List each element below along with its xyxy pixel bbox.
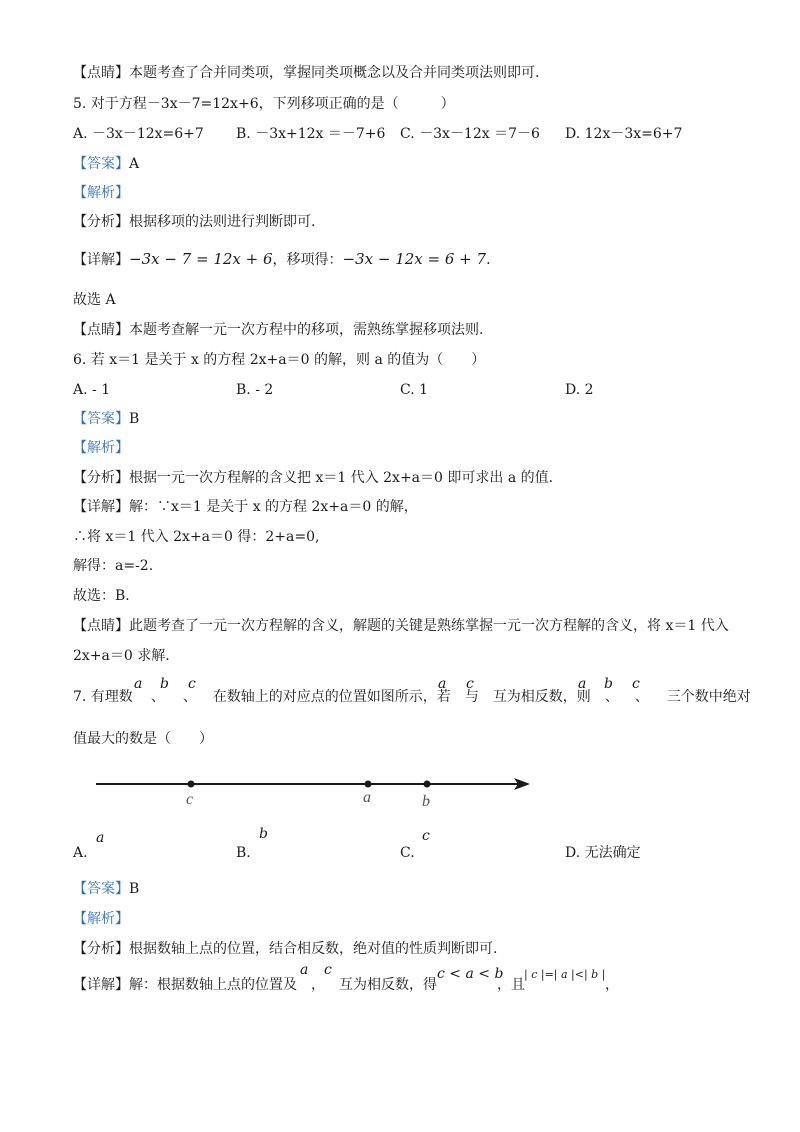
label-a: a [363,789,371,806]
answer-value: A [129,156,140,172]
xiangjie-text: 解：∵x＝1 是关于 x 的方程 2x+a＝0 的解， [129,499,418,515]
absolute-value-relation: | c |=| a |<| b | [524,968,606,981]
xiangjie-tag: 【详解】 [73,252,129,268]
dianjing-6-continued: 2x+a＝0 求解. [73,648,170,664]
step-6-3: 故选：B． [73,588,140,604]
point-b [424,781,431,788]
xiangjie-text-3: ，且 [497,977,525,993]
point-a [365,781,372,788]
equation-original: −3x − 7 = 12x + 6 [129,250,273,268]
answer-tag: 【答案】 [73,411,129,427]
answer-value: B [129,881,140,897]
answer-7 [73,880,139,898]
dianjing-tag: 【点睛】 [73,618,129,634]
xiangjie-text: 解：根据数轴上点的位置及 [129,977,297,993]
answer-tag: 【答案】 [73,881,129,897]
q6-option-c: C. 1 [400,382,429,398]
jiexi-7 [73,910,129,928]
fenxi-text: 根据移项的法则进行判断即可. [129,214,316,230]
point-c [188,781,195,788]
q7-option-c-var: c [422,828,430,844]
xiangjie-6 [73,498,418,516]
q7-text-1: 7. 有理数 [73,689,133,705]
var-b: b [160,676,169,692]
inequality-c-a-b: c < a < b [437,966,504,982]
dianjing-5 [73,321,483,339]
q7-sep: 、 [604,689,619,705]
label-b: b [422,793,430,810]
step-6-2: 解得：a=-2. [73,558,154,574]
var-a: a [134,676,143,692]
q7-sep: 、 [182,689,197,705]
xiangjie-tag: 【详解】 [73,977,129,993]
q7-text-3: 与 [464,689,479,705]
var-c: c [632,676,640,692]
jiexi-tag: 【解析】 [73,911,129,927]
jiexi-5 [73,184,129,202]
jiexi-tag: 【解析】 [73,185,129,201]
question-5-text: 5. 对于方程－3x－7=12x+6，下列移项正确的是（ ） [73,96,455,112]
q7-option-b: B. [236,845,251,861]
fenxi-tag: 【分析】 [73,941,129,957]
period: . [486,252,491,268]
fenxi-tag: 【分析】 [73,214,129,230]
guxuan-5: 故选 A [73,292,116,308]
var-a: a [300,962,309,978]
question-7 [73,688,751,706]
var-c: c [188,676,196,692]
xiangjie-tag: 【详解】 [73,499,129,515]
number-line-figure [90,768,540,814]
dianjing-text: 【点睛】本题考查了合并同类项，掌握同类项概念以及合并同类项法则即可. [73,65,540,81]
step-6-1: ∴将 x＝1 代入 2x+a＝0 得：2+a=0, [73,529,320,545]
comma: ， [311,977,325,993]
xiangjie-5 [73,250,491,269]
dianjing-tag: 【点睛】 [73,322,129,338]
question-7-line2: 值最大的数是（ ） [73,731,213,747]
q5-option-d: D. 12x－3x=6+7 [565,126,683,142]
fenxi-text: 根据一元一次方程解的含义把 x＝1 代入 2x+a＝0 即可求出 a 的值. [129,470,554,486]
dianjing-line-q4 [73,64,539,82]
q7-option-a-var: a [96,830,105,846]
comma: ， [605,977,619,993]
q5-option-c: C. －3x－12x ＝7－6 [400,126,540,142]
answer-value: B [129,411,140,427]
jiexi-tag: 【解析】 [73,440,129,456]
answer-6 [73,410,139,428]
var-a: a [438,676,447,692]
fenxi-7 [73,940,497,958]
label-c: c [186,791,194,808]
answer-tag: 【答案】 [73,156,129,172]
xiangjie-text-2: 互为相反数，得 [339,977,437,993]
dianjing-6 [73,617,729,635]
q7-sep: 、 [634,689,649,705]
xiangjie-text: ，移项得： [272,252,343,268]
var-a: a [578,676,587,692]
dianjing-text: 此题考查了一元一次方程解的含义，解题的关键是熟练掌握一元一次方程解的含义，将 x＝1 代入 [129,618,729,634]
fenxi-tag: 【分析】 [73,470,129,486]
fenxi-6 [73,469,553,487]
q6-option-a: A. ‐ 1 [73,382,111,398]
q7-text-2: 在数轴上的对应点的位置如图所示，若 [212,689,451,705]
answer-5 [73,155,139,173]
q7-option-a: A. [73,845,88,861]
q6-option-b: B. ‐ 2 [236,382,274,398]
q7-option-d: D. 无法确定 [565,845,641,861]
question-6: 6. 若 x＝1 是关于 x 的方程 2x+a＝0 的解，则 a 的值为（ ） [73,352,486,368]
q5-option-a: A. －3x－12x=6+7 [73,126,204,142]
q7-text-4: 互为相反数，则 [492,689,591,705]
question-5 [73,95,455,113]
dianjing-text: 本题考查解一元一次方程中的移项，需熟练掌握移项法则. [129,322,484,338]
q7-text-5: 三个数中绝对 [666,689,751,705]
jiexi-6 [73,439,129,457]
q7-option-b-var: b [259,826,268,842]
q6-option-d: D. 2 [565,382,594,398]
q7-option-c: C. [400,845,415,861]
var-c: c [466,676,474,692]
var-c: c [324,962,332,978]
var-b: b [604,676,613,692]
fenxi-text: 根据数轴上点的位置，结合相反数，绝对值的性质判断即可. [129,941,498,957]
q7-sep: 、 [150,689,165,705]
q5-option-b: B. －3x+12x ＝－7+6 [236,126,386,142]
fenxi-5 [73,213,315,231]
equation-moved: −3x − 12x = 6 + 7 [342,250,487,268]
